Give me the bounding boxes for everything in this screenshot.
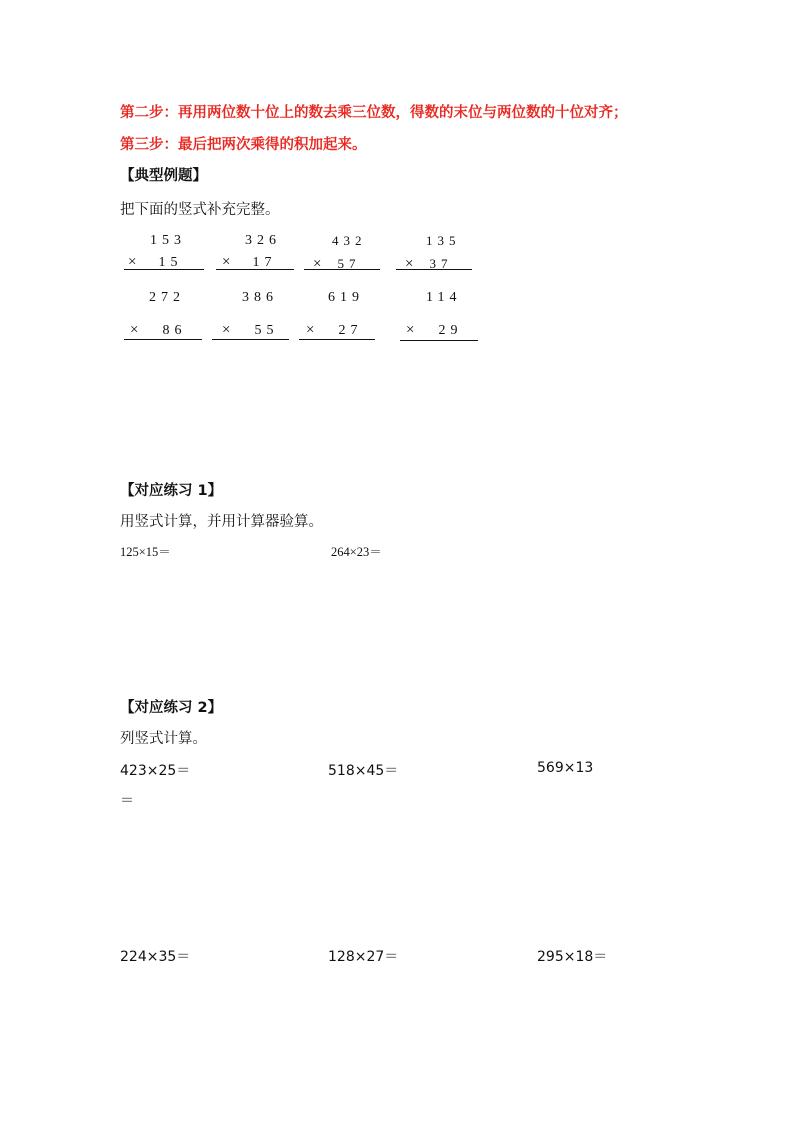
multiplicand: 153 — [150, 233, 186, 248]
practice-one-problem: 125×15＝ — [120, 545, 171, 559]
practice-two-problem: 128×27＝ — [328, 949, 399, 965]
practice-two-problem: 518×45＝ — [328, 763, 399, 779]
multiplicand: 326 — [245, 233, 281, 248]
multiplier: 57 — [337, 256, 361, 271]
underline — [124, 269, 204, 270]
underline — [396, 269, 472, 270]
times-sign: × — [306, 322, 315, 338]
practice-two-instruction: 列竖式计算。 — [120, 731, 207, 747]
times-sign: × — [313, 256, 322, 272]
multiplier: 86 — [162, 323, 187, 338]
multiplicand: 386 — [242, 290, 278, 305]
underline — [212, 339, 289, 340]
practice-one-heading: 【对应练习 1】 — [120, 483, 223, 499]
step-three-text: 第三步：最后把两次乘得的积加起来。 — [120, 137, 367, 153]
underline — [299, 339, 375, 340]
example-instruction: 把下面的竖式补充完整。 — [120, 202, 280, 218]
times-sign: × — [130, 322, 139, 338]
underline — [400, 340, 478, 341]
times-sign: × — [405, 256, 414, 272]
multiplier-row — [406, 322, 462, 339]
multiplier-row — [222, 322, 278, 339]
practice-two-heading: 【对应练习 2】 — [120, 700, 223, 716]
practice-two-problem: 295×18＝ — [537, 949, 608, 965]
practice-two-wrapped-equals: ＝ — [120, 793, 134, 809]
practice-one-problem: 264×23＝ — [331, 545, 382, 559]
times-sign: × — [128, 254, 137, 270]
multiplier-row — [306, 322, 362, 339]
multiplier-row — [130, 322, 186, 339]
practice-two-problem: 423×25＝ — [120, 763, 191, 779]
multiplicand: 272 — [149, 290, 185, 305]
practice-two-problem: 569×13 — [537, 760, 594, 776]
multiplier: 37 — [429, 256, 453, 271]
multiplier: 15 — [158, 255, 183, 270]
multiplicand: 432 — [332, 233, 367, 248]
multiplicand: 619 — [328, 290, 364, 305]
multiplicand: 114 — [426, 290, 462, 305]
multiplier-row — [313, 256, 360, 273]
times-sign: × — [222, 322, 231, 338]
practice-one-instruction: 用竖式计算，并用计算器验算。 — [120, 514, 323, 530]
multiplier-row — [405, 256, 452, 273]
multiplier: 17 — [252, 255, 277, 270]
multiplier: 55 — [254, 323, 279, 338]
underline — [304, 269, 380, 270]
multiplier: 29 — [438, 323, 463, 338]
example-heading: 【典型例题】 — [120, 168, 207, 184]
underline — [124, 339, 202, 340]
times-sign: × — [222, 254, 231, 270]
multiplicand: 135 — [426, 233, 461, 248]
multiplier: 27 — [338, 323, 363, 338]
practice-two-problem: 224×35＝ — [120, 949, 191, 965]
underline — [216, 269, 294, 270]
times-sign: × — [406, 322, 415, 338]
step-two-text: 第二步：再用两位数十位上的数去乘三位数，得数的末位与两位数的十位对齐； — [120, 105, 628, 121]
